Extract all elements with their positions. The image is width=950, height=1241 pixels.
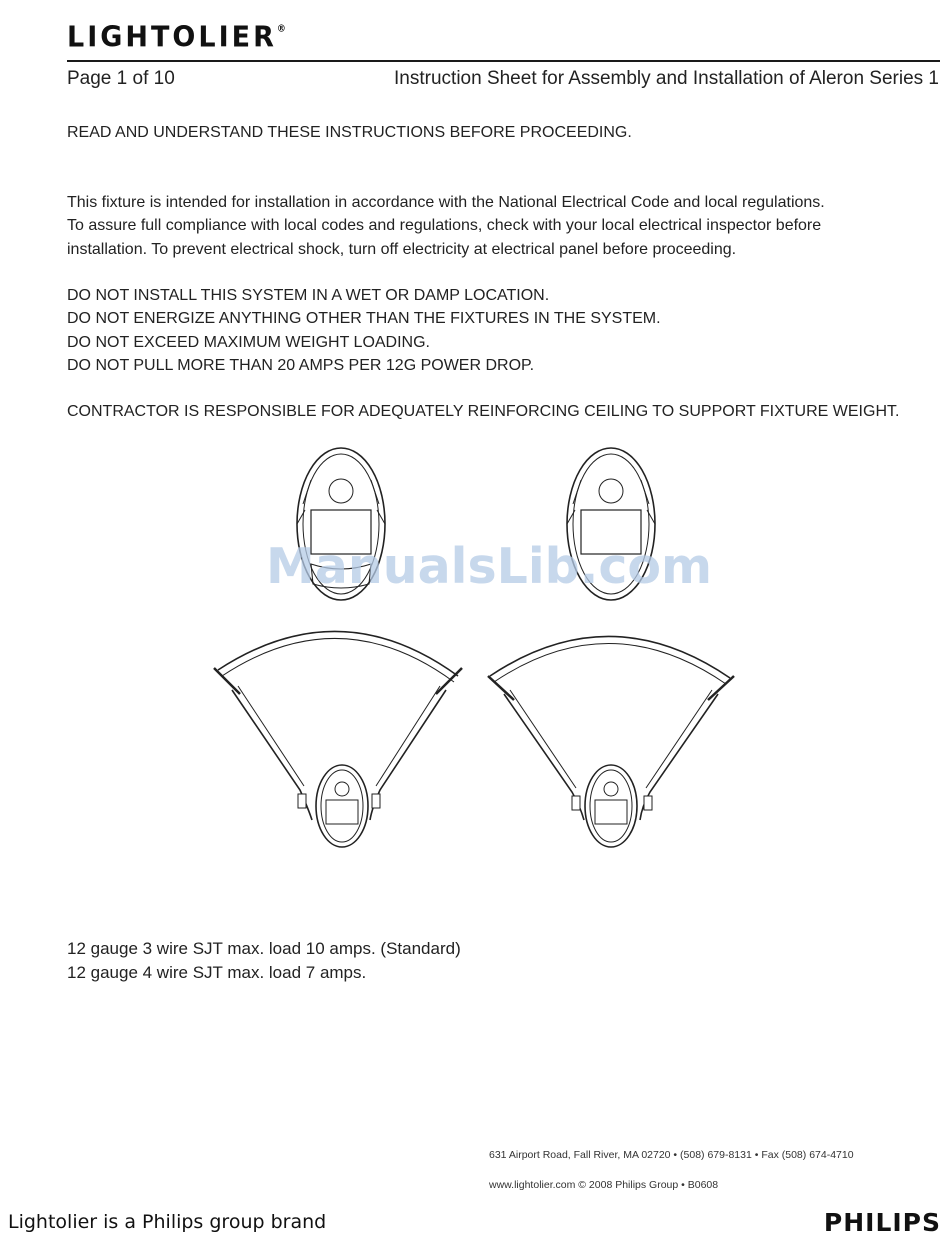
suspension-assembly-right xyxy=(488,636,734,847)
intro-line: installation. To prevent electrical shock, turn off electricity at electrical panel before proceeding. xyxy=(67,240,737,258)
header-rule xyxy=(67,60,940,62)
lightolier-logo: LIGHTOLIER® xyxy=(67,21,286,54)
warning-line: DO NOT EXCEED MAXIMUM WEIGHT LOADING. xyxy=(67,333,430,351)
warnings-list xyxy=(67,284,661,377)
suspension-assembly-left xyxy=(214,631,462,847)
gauge-notes xyxy=(67,937,461,985)
warning-line: DO NOT PULL MORE THAN 20 AMPS PER 12G POWER DROP. xyxy=(67,356,535,374)
brand-line: Lightolier is a Philips group brand xyxy=(8,1211,327,1233)
read-notice: READ AND UNDERSTAND THESE INSTRUCTIONS BEFORE PROCEEDING. xyxy=(67,124,632,141)
contractor-note: CONTRACTOR IS RESPONSIBLE FOR ADEQUATELY REINFORCING CEILING TO SUPPORT FIXTURE WEIGHT. xyxy=(67,403,900,420)
watermark: ManualsLib.com xyxy=(266,538,713,595)
intro-line: This fixture is intended for installation in accordance with the National Electrical Code and local regulations. xyxy=(67,194,825,211)
sheet-title: Instruction Sheet for Assembly and Installation of Aleron Series 1 xyxy=(394,68,939,89)
intro-line: To assure full compliance with local codes and regulations, check with your local electrical inspector before xyxy=(67,217,822,235)
footer-web-line: www.lightolier.com © 2008 Philips Group • B0608 xyxy=(489,1179,719,1191)
intro-paragraph xyxy=(67,191,825,261)
fixture-cross-section-diagram xyxy=(200,440,760,860)
gauge-line: 12 gauge 4 wire SJT max. load 7 amps. xyxy=(67,963,367,982)
gauge-line: 12 gauge 3 wire SJT max. load 10 amps. (Standard) xyxy=(67,939,461,958)
footer-address: 631 Airport Road, Fall River, MA 02720 • (508) 679-8131 • Fax (508) 674-4710 xyxy=(489,1149,854,1161)
warning-line: DO NOT ENERGIZE ANYTHING OTHER THAN THE FIXTURES IN THE SYSTEM. xyxy=(67,310,661,328)
philips-logo: PHILIPS xyxy=(823,1208,941,1237)
page-number: Page 1 of 10 xyxy=(67,68,175,89)
warning-line: DO NOT INSTALL THIS SYSTEM IN A WET OR DAMP LOCATION. xyxy=(67,287,550,304)
